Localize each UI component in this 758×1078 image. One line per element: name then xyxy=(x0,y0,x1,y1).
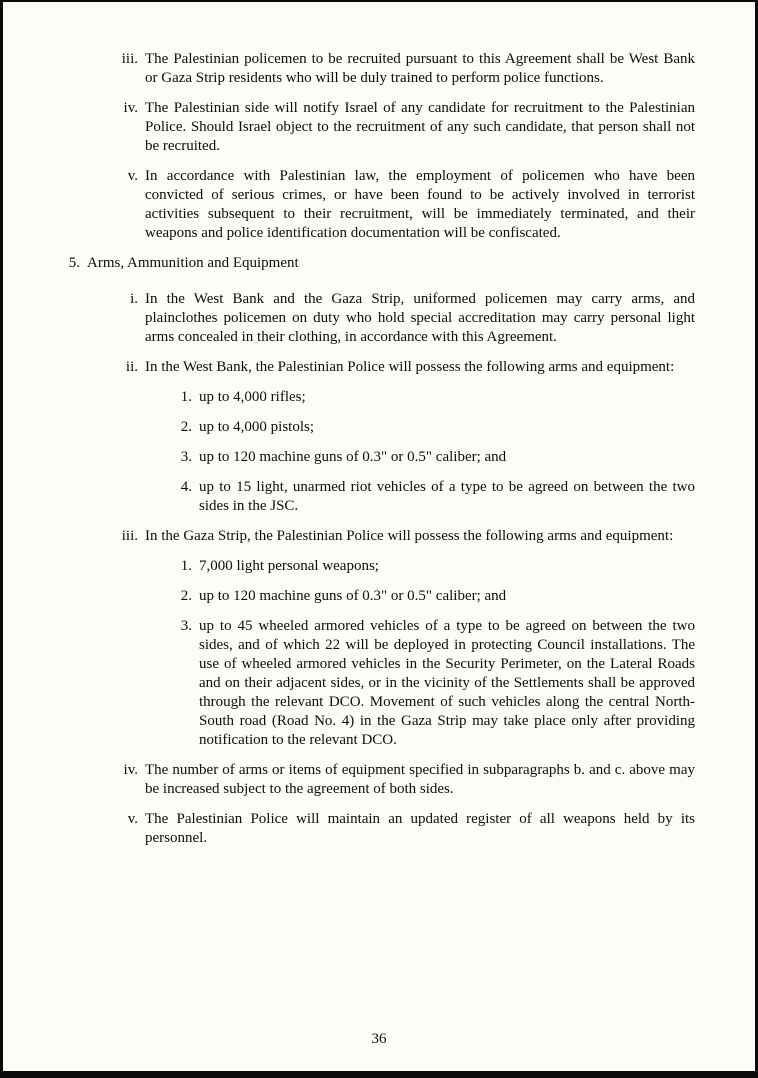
section-title: Arms, Ammunition and Equipment xyxy=(87,255,299,271)
list-text: up to 4,000 pistols; xyxy=(199,419,315,435)
list-marker: 3. xyxy=(180,618,192,634)
list-item xyxy=(169,557,695,576)
list-item xyxy=(99,99,695,156)
list-marker: 5. xyxy=(68,255,80,271)
list-marker: iv. xyxy=(123,762,138,778)
list-item xyxy=(169,617,695,750)
list-marker: 4. xyxy=(180,479,192,495)
list-item xyxy=(99,50,695,88)
list-item xyxy=(169,418,695,437)
list-text: In the West Bank, the Palestinian Police will possess the following arms and equipment: xyxy=(145,359,675,375)
list-text: The Palestinian Police will maintain an updated register of all weapons held by its personnel. xyxy=(145,811,695,846)
list-text: In the Gaza Strip, the Palestinian Police will possess the following arms and equipment: xyxy=(145,528,674,544)
list-marker: i. xyxy=(130,291,138,307)
list-marker: iii. xyxy=(121,51,138,67)
list-text: The Palestinian side will notify Israel of any candidate for recruitment to the Palestinian Police. Should Israel object to the recruitment of any such candidate, that person shall not be recruited. xyxy=(145,100,695,154)
list-marker: 3. xyxy=(180,449,192,465)
list-text: up to 15 light, unarmed riot vehicles of a type to be agreed on between the two sides in the JSC. xyxy=(199,479,695,514)
list-item xyxy=(99,358,695,377)
list-item xyxy=(99,167,695,243)
list-item xyxy=(169,448,695,467)
list-marker: v. xyxy=(127,168,138,184)
list-item xyxy=(99,761,695,799)
list-text: In accordance with Palestinian law, the employment of policemen who have been convicted of serious crimes, or have been found to be actively involved in terrorist activities subsequent to their recruitment, will be immediately terminated, and their weapons and police identification documentation will be confiscated. xyxy=(145,168,695,241)
list-text: up to 4,000 rifles; xyxy=(199,389,306,405)
list-marker: v. xyxy=(127,811,138,827)
list-marker: iv. xyxy=(123,100,138,116)
section-heading xyxy=(63,254,695,273)
list-item xyxy=(169,587,695,606)
list-text: up to 120 machine guns of 0.3" or 0.5" caliber; and xyxy=(199,588,507,604)
list-item xyxy=(99,290,695,347)
list-marker: 2. xyxy=(180,419,192,435)
list-text: up to 45 wheeled armored vehicles of a type to be agreed on between the two sides, and of which 22 will be deployed in protecting Council installations. The use of wheeled armored vehicles in the Security Perimeter, on the Lateral Roads and on their adjacent sides, or in the vicinity of the Settlements shall be approved through the relevant DCO. Movement of such vehicles along the central North-South road (Road No. 4) in the Gaza Strip may take place only after providing notification to the relevant DCO. xyxy=(199,618,695,748)
list-marker: ii. xyxy=(125,359,138,375)
list-marker: 2. xyxy=(180,588,192,604)
list-text: The number of arms or items of equipment specified in subparagraphs b. and c. above may be increased subject to the agreement of both sides. xyxy=(145,762,695,797)
list-item xyxy=(99,527,695,546)
list-marker: iii. xyxy=(121,528,138,544)
list-text: The Palestinian policemen to be recruited pursuant to this Agreement shall be West Bank or Gaza Strip residents who will be duly trained to perform police functions. xyxy=(145,51,695,86)
page-number: 36 xyxy=(371,1031,387,1047)
list-item xyxy=(99,810,695,848)
list-text: up to 120 machine guns of 0.3" or 0.5" caliber; and xyxy=(199,449,507,465)
list-marker: 1. xyxy=(180,389,192,405)
list-item xyxy=(169,478,695,516)
list-text: 7,000 light personal weapons; xyxy=(199,558,379,574)
list-text: In the West Bank and the Gaza Strip, uniformed policemen may carry arms, and plainclothes policemen on duty who hold special accreditation may carry personal light arms concealed in their clothing, in accordance with this Agreement. xyxy=(145,291,695,345)
list-item xyxy=(169,388,695,407)
list-marker: 1. xyxy=(180,558,192,574)
